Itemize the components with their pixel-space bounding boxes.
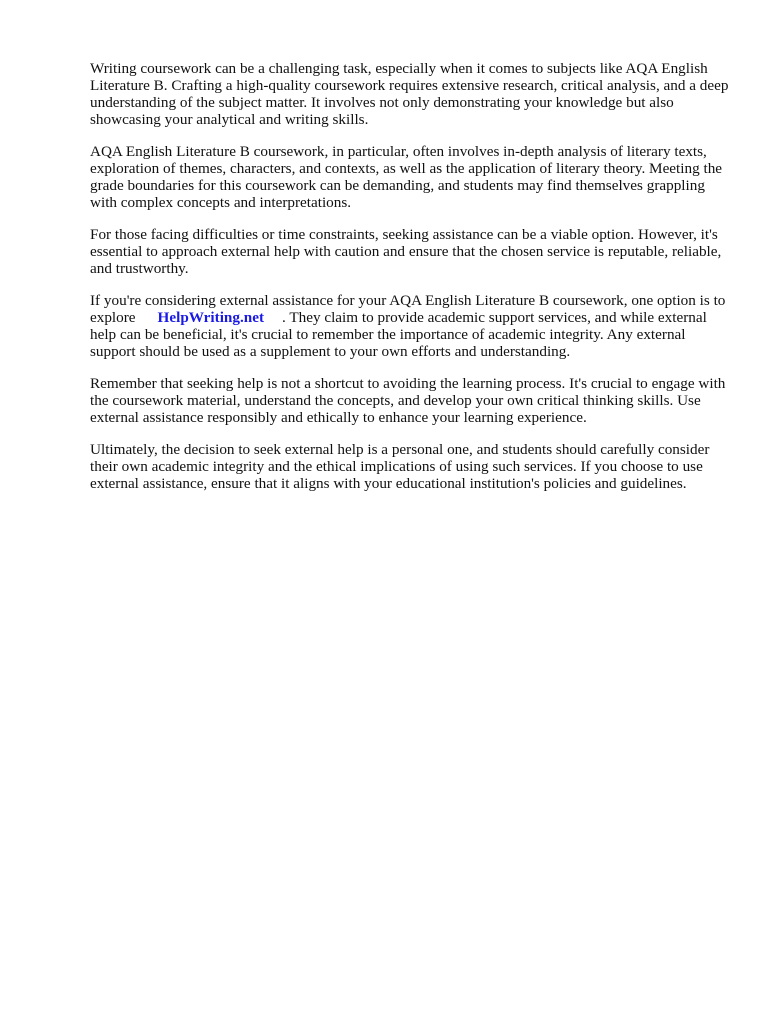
paragraph-intro: Writing coursework can be a challenging task, especially when it comes to subjects like AQA English Literature B. Crafting a high-quality coursework requires extensive research, critical analysis, and a deep understanding of the subject matter. It involves not only demonstrating your knowledge but also showcasing your analytical and writing skills. [90,60,729,128]
paragraph-text-after-link: . They claim to provide academic support services, and while external help can be beneficial, it's crucial to remember the importance of academic integrity. Any external support should be used as a supplement to your own efforts and understanding. [90,309,707,360]
paragraph-text-before-link: If you're considering external assistance for your AQA English Literature B coursework, one option is to explore [90,292,726,326]
paragraph-coursework-details: AQA English Literature B coursework, in particular, often involves in-depth analysis of literary texts, exploration of themes, characters, and contexts, as well as the application of literary theory. Meeting the grade boundaries for this coursework can be demanding, and students may find themselves grappling with complex concepts and interpretations. [90,143,723,211]
document-body [90,60,730,507]
paragraph-responsible-use: Remember that seeking help is not a shortcut to avoiding the learning process. It's crucial to engage with the coursework material, understand the concepts, and develop your own critical thinking skills. Use external assistance responsibly and ethically to enhance your learning experience. [90,375,726,426]
paragraph-external-option [90,292,730,360]
helpwriting-link[interactable]: HelpWriting.net [157,309,265,326]
paragraph-seeking-assistance: For those facing difficulties or time constraints, seeking assistance can be a viable option. However, it's essential to approach external help with caution and ensure that the chosen service is reputable, reliable, and trustworthy. [90,226,722,277]
paragraph-conclusion: Ultimately, the decision to seek external help is a personal one, and students should carefully consider their own academic integrity and the ethical implications of using such services. If you choose to use external assistance, ensure that it aligns with your educational institution's policies and guidelines. [90,441,710,492]
